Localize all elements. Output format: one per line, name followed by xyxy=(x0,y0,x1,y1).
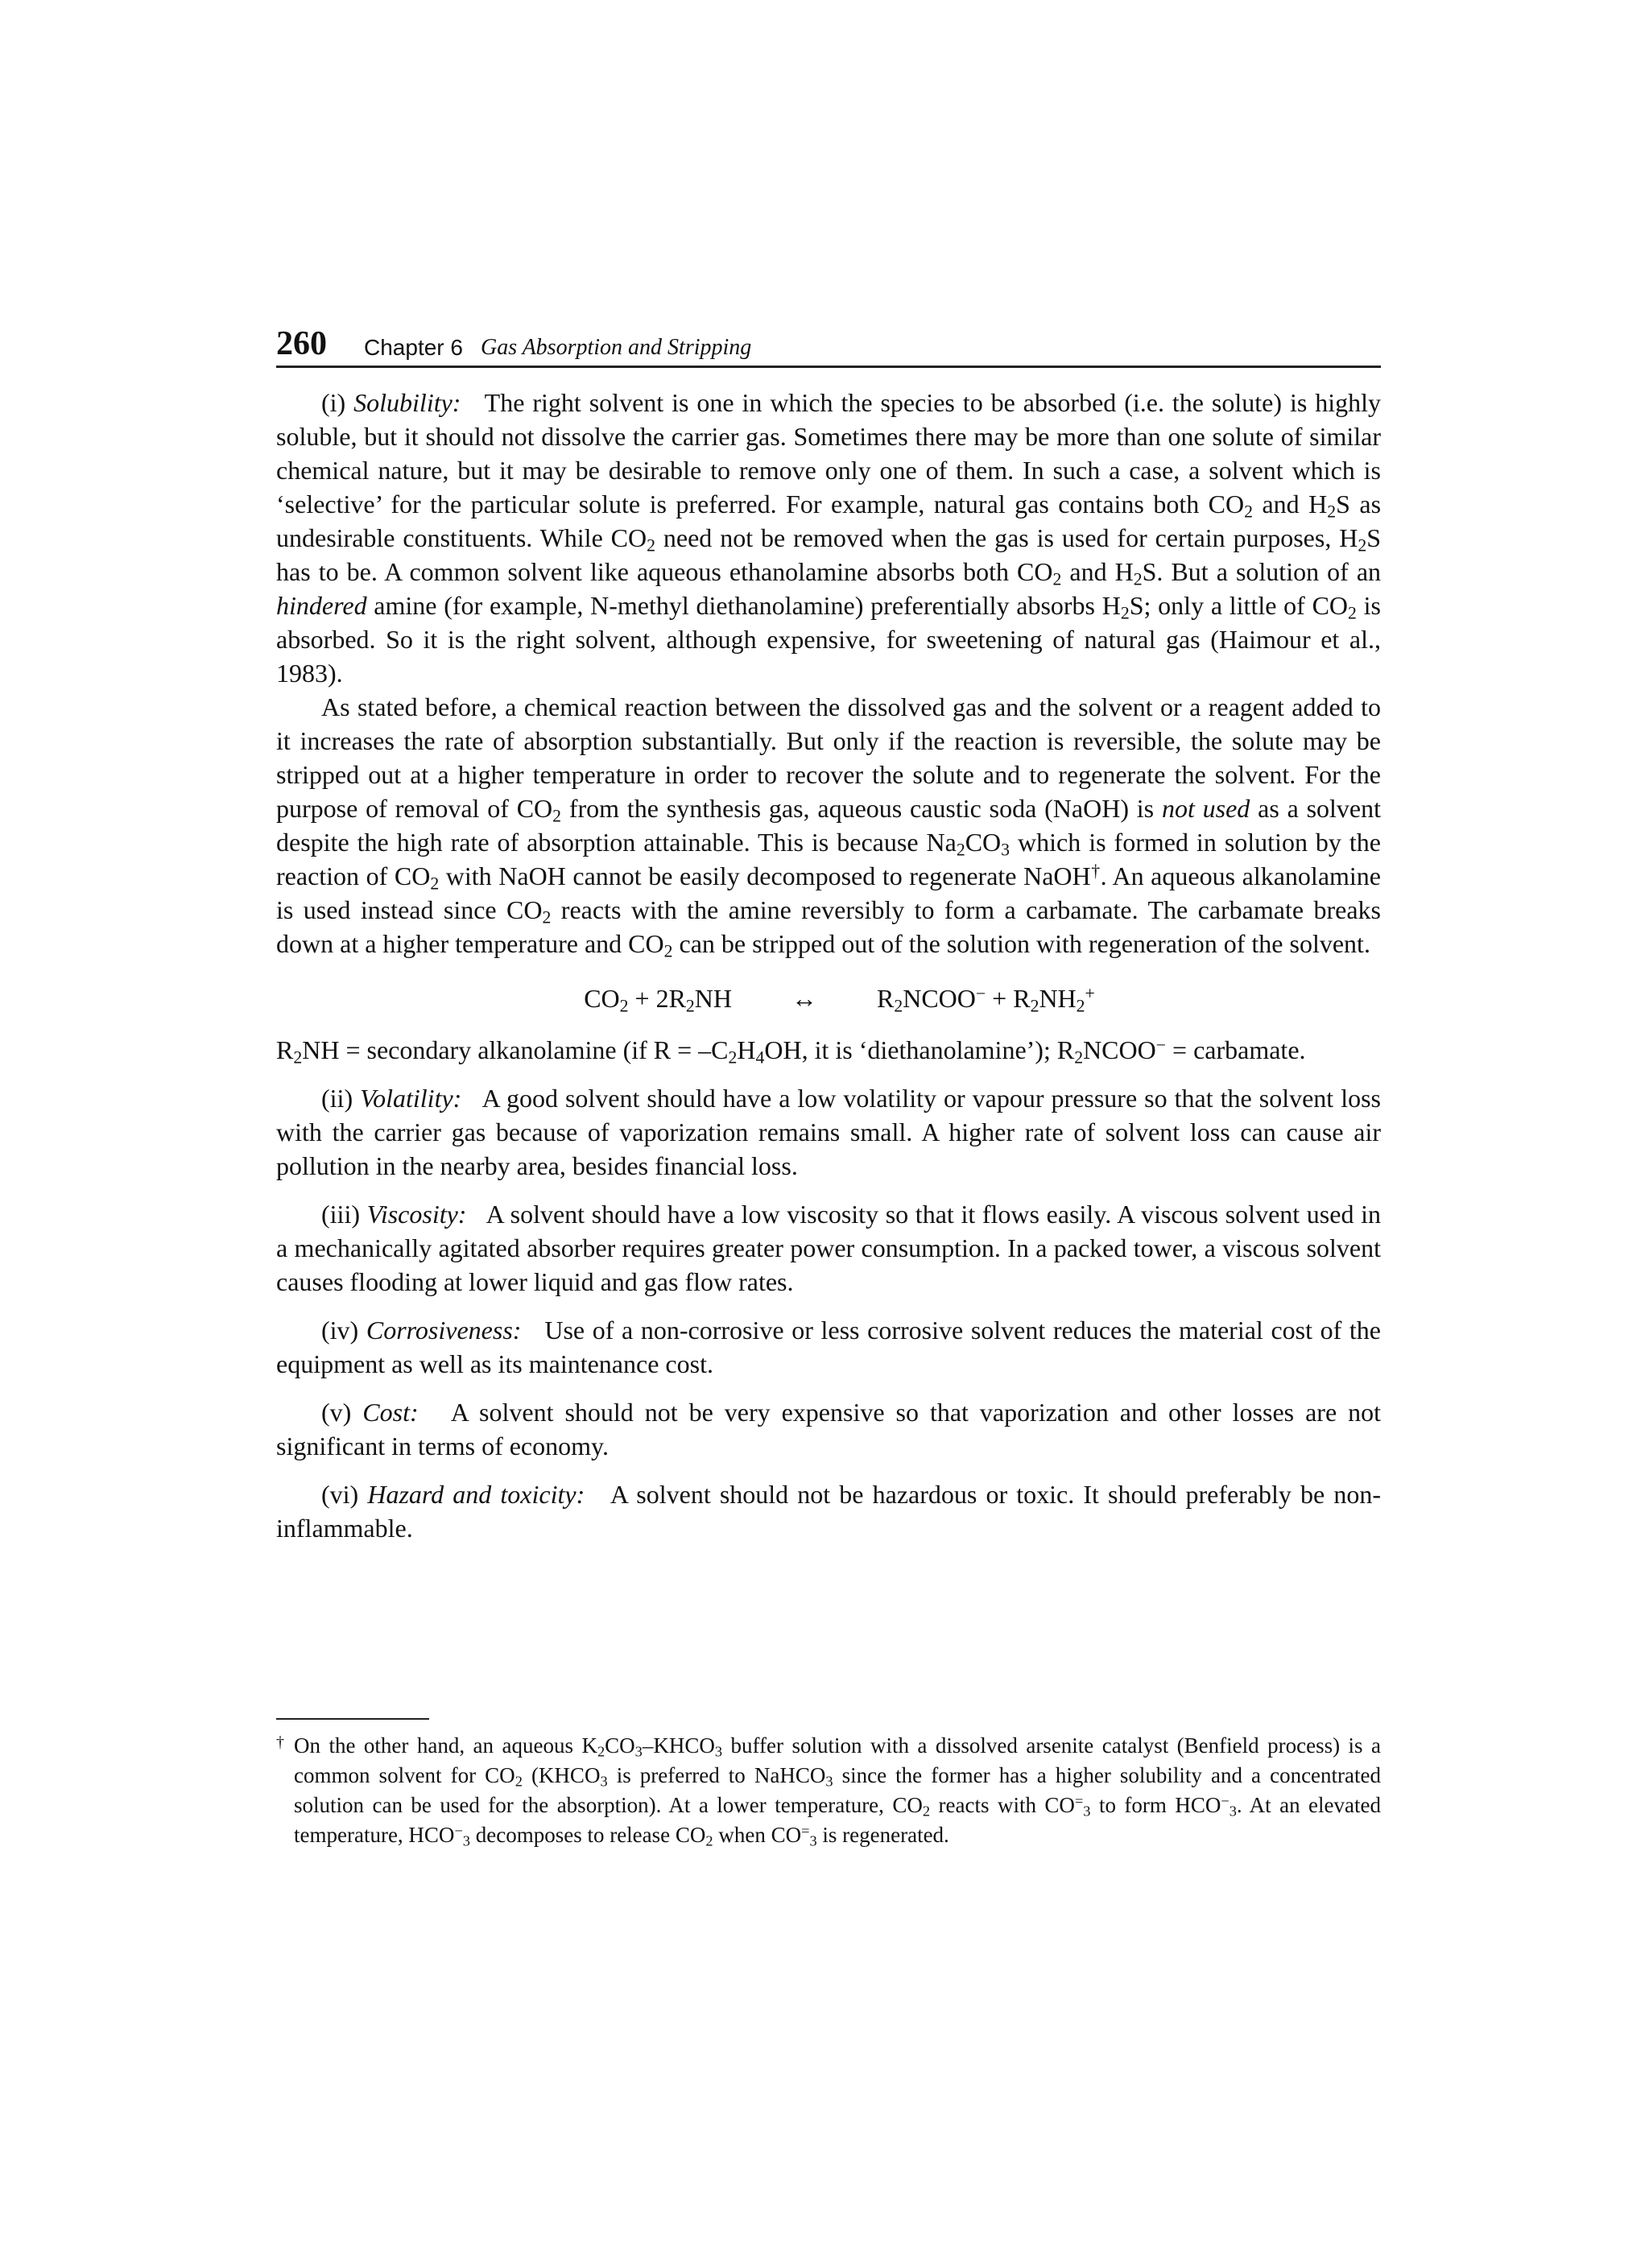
footnote-text: On the other hand, an aqueous $K_2CO_3-KHCO_3$ buffer solution with a dissolved arsenite catalyst (Benfield process) is a common solvent for $CO_2$ ($KHCO_3$ is preferred to NaHCO$_3$ since the former has a higher solubility and a concentrated solution can be used for the absorption). At a lower temperature, $CO_2$ reacts with $CO^=_3$ to form $HCO^-_3$. At an elevated temperature, $HCO^-_3$ decomposes to release $CO_2$ when $CO^=_3$ is regenerated. xyxy=(294,1733,1382,1849)
footnote-mark: † xyxy=(276,1733,284,1751)
corrosiveness-paragraph: (iv) Corrosiveness: Use of a non-corrosive or less corrosive solvent reduces the material cost of the equipment as well as its maintenance cost. xyxy=(276,1316,1382,1378)
page-number: 260 xyxy=(276,325,327,362)
reaction-paragraph: As stated before, a chemical reaction between the dissolved gas and the solvent or a reagent added to it increases the rate of absorption substantially. But only if the reaction is reversible, the solute may be stripped out at a higher temperature in order to recover the solute and to regenerate the solvent. For the purpose of removal of $CO_2$ from the synthesis gas, aqueous caustic soda (NaOH) is not used as a solvent despite the high rate of absorption attainable. This is because $Na_2CO_3$ which is formed in solution by the reaction of $CO_2$ with NaOH cannot be easily decomposed to regenerate NaOH†. An aqueous alkanolamine is used instead since $CO_2$ reacts with the amine reversibly to form a carbamate. The carbamate breaks down at a higher temperature and $CO_2$ can be stripped out of the solution with regeneration of the solvent. xyxy=(276,692,1382,961)
chapter-label: Chapter 6 xyxy=(364,335,463,360)
equation-rhs: $R_2NCOO^- + R_2NH_2^+$ xyxy=(877,984,1095,1016)
footnote xyxy=(276,1731,1381,1850)
volatility-heading: Volatility: xyxy=(360,1084,462,1113)
hazard-heading: Hazard and toxicity: xyxy=(367,1480,585,1509)
hazard-paragraph: (vi) Hazard and toxicity: A solvent should not be hazardous or toxic. It should preferably be non-inflammable. xyxy=(276,1480,1382,1543)
footnote-reference: † xyxy=(1090,861,1101,882)
reversible-arrow-icon: ↔ xyxy=(791,984,817,1013)
footnote-divider xyxy=(276,1718,429,1720)
corrosiveness-heading: Corrosiveness: xyxy=(366,1316,522,1345)
chapter-title: Gas Absorption and Stripping xyxy=(480,335,752,360)
viscosity-paragraph: (iii) Viscosity: A solvent should have a low viscosity so that it flows easily. A viscous solvent used in a mechanically agitated absorber requires greater power consumption. In a packed tower, a viscous solvent causes flooding at lower liquid and gas flow rates. xyxy=(276,1200,1382,1296)
cost-paragraph: (v) Cost: A solvent should not be very expensive so that vaporization and other losses are not significant in terms of economy. xyxy=(276,1398,1382,1460)
book-page xyxy=(276,314,1381,1545)
running-header xyxy=(276,314,1381,368)
solubility-paragraph: (i) Solubility: The right solvent is one in which the species to be absorbed (i.e. the solute) is highly soluble, but it should not dissolve the carrier gas. Sometimes there may be more than one solute of similar chemical nature, but it may be desirable to remove only one of them. In such a case, a solvent which is ‘selective’ for the particular solute is preferred. For example, natural gas contains both $CO_2$ and $H_2S$ as undesirable constituents. While $CO_2$ need not be removed when the gas is used for certain purposes, $H_2S$ has to be. A common solvent like aqueous ethanolamine absorbs both $CO_2$ and $H_2S$. But a solution of an hindered amine (for example, N-methyl diethanolamine) preferentially absorbs $H_2S$; only a little of $CO_2$ is absorbed. So it is the right solvent, although expensive, for sweetening of natural gas (Haimour et al., 1983). xyxy=(276,388,1382,688)
definition-paragraph: $R_2NH$ = secondary alkanolamine (if $R = -C_2H_4OH$, it is ‘diethanolamine’); $R_2NCOO^-$ = carbamate. xyxy=(276,1035,1306,1068)
solubility-heading: Solubility: xyxy=(353,388,461,417)
volatility-paragraph: (ii) Volatility: A good solvent should have a low volatility or vapour pressure so that the solvent loss with the carrier gas because of vaporization remains small. A higher rate of solvent loss can cause air pollution in the nearby area, besides financial loss. xyxy=(276,1084,1382,1180)
carbamate-equation xyxy=(276,981,1381,1015)
cost-heading: Cost: xyxy=(362,1398,419,1427)
equation-lhs: $CO_2 + 2R_2NH$ xyxy=(584,984,732,1016)
page-body xyxy=(276,386,1381,1545)
viscosity-heading: Viscosity: xyxy=(366,1200,467,1229)
